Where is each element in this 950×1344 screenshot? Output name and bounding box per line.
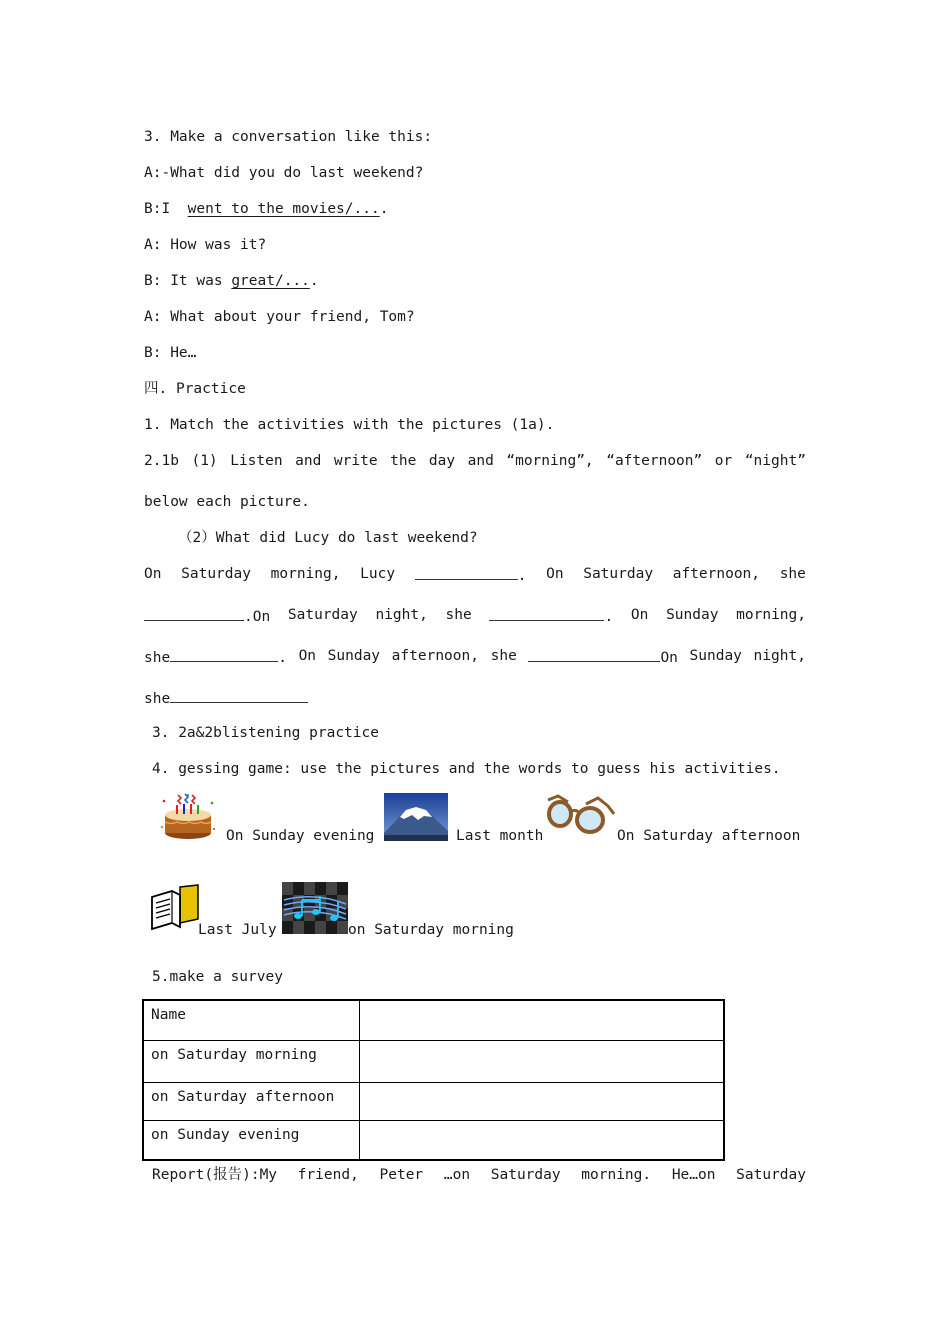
- table-row: [143, 1120, 724, 1160]
- dialogue-line-1: A:-What did you do last weekend?: [144, 165, 424, 181]
- underlined-answer: went to the movies/...: [187, 201, 380, 217]
- dialogue-line-2: B:I went to the movies/....: [144, 201, 389, 217]
- fill-in-row-4: she: [144, 688, 308, 708]
- answer-blank[interactable]: [144, 606, 244, 621]
- answer-blank[interactable]: [170, 688, 308, 703]
- survey-answer-cell[interactable]: [360, 1120, 725, 1160]
- survey-answer-cell[interactable]: [360, 1000, 725, 1040]
- survey-row-label: on Sunday evening: [143, 1120, 360, 1160]
- practice-item-2-sub: （2）What did Lucy do last weekend?: [178, 530, 478, 546]
- answer-blank[interactable]: [489, 606, 604, 621]
- book-icon: [150, 883, 200, 931]
- mountain-icon: [384, 793, 448, 841]
- practice-item-4: 4. gessing game: use the pictures and the words to guess his activities.: [152, 761, 781, 777]
- dialogue-line-3: A: How was it?: [144, 237, 267, 253]
- practice-item-5: 5.make a survey: [152, 969, 283, 985]
- guess-caption-2: Last month: [456, 828, 544, 844]
- music-notes-icon: [282, 882, 348, 934]
- practice-heading: 四. Practice: [144, 381, 246, 397]
- birthday-cake-icon: [158, 791, 218, 843]
- guess-caption-3: On Saturday afternoon: [617, 828, 801, 844]
- survey-row-label: Name: [143, 1000, 360, 1040]
- conversation-heading: 3. Make a conversation like this:: [144, 129, 433, 145]
- practice-item-2: 2.1b (1) Listen and write the day and “morning”, “afternoon” or “night”: [144, 453, 806, 469]
- underlined-answer: great/...: [231, 273, 310, 289]
- survey-answer-cell[interactable]: [360, 1040, 725, 1082]
- dialogue-line-4: B: It was great/....: [144, 273, 319, 289]
- fill-in-row-2: .On Saturday night, she . On Sunday morning,: [144, 606, 806, 626]
- fill-in-row-3: she . On Sunday afternoon, she On Sunday night,: [144, 648, 806, 666]
- survey-row-label: on Saturday morning: [143, 1040, 360, 1082]
- guess-caption-5: on Saturday morning: [348, 922, 514, 938]
- answer-blank[interactable]: [415, 565, 518, 580]
- practice-item-1: 1. Match the activities with the pictures (1a).: [144, 417, 555, 433]
- survey-row-label: on Saturday afternoon: [143, 1082, 360, 1120]
- table-row: [143, 1082, 724, 1120]
- dialogue-line-5: A: What about your friend, Tom?: [144, 309, 415, 325]
- table-row: [143, 1000, 724, 1040]
- guess-caption-4: Last July: [198, 922, 277, 938]
- practice-item-2-cont: below each picture.: [144, 494, 310, 510]
- survey-table: [142, 999, 725, 1161]
- report-line: Report(报告):My friend, Peter …on Saturday morning. He…on Saturday: [152, 1167, 806, 1183]
- answer-blank[interactable]: [170, 647, 278, 662]
- answer-blank[interactable]: [528, 647, 660, 662]
- survey-answer-cell[interactable]: [360, 1082, 725, 1120]
- practice-item-3: 3. 2a&2blistening practice: [152, 725, 379, 741]
- guess-caption-1: On Sunday evening: [226, 828, 375, 844]
- dialogue-line-6: B: He…: [144, 345, 197, 361]
- fill-in-row-1: On Saturday morning, Lucy . On Saturday afternoon, she: [144, 566, 806, 584]
- glasses-icon: [546, 792, 616, 840]
- table-row: [143, 1040, 724, 1082]
